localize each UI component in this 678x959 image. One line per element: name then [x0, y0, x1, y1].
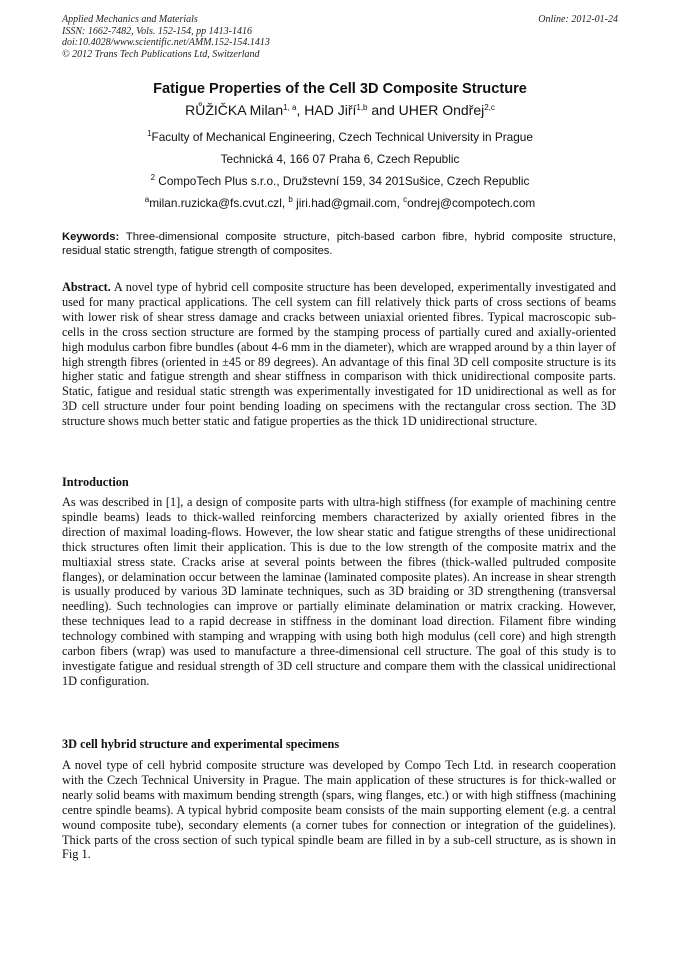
email-line: [62, 196, 618, 210]
abstract-label: Abstract.: [62, 280, 111, 294]
keywords-label: Keywords:: [62, 231, 120, 243]
email-c: ondrej@compotech.com: [407, 196, 536, 210]
author-3: and UHER Ondřej: [367, 102, 485, 118]
affiliation-2: [62, 174, 618, 188]
journal-name: Applied Mechanics and Materials: [62, 14, 198, 25]
affiliation-1-line-2: Technická 4, 166 07 Praha 6, Czech Republic: [220, 152, 460, 166]
affiliation-1-marker: 1: [147, 129, 152, 138]
section-2-heading: 3D cell hybrid structure and experimental specimens: [62, 737, 340, 751]
email-b-marker: b: [288, 195, 293, 204]
affiliation-1-text: Faculty of Mechanical Engineering, Czech Technical University in Prague: [151, 130, 533, 144]
author-2: , HAD Jiří: [296, 102, 357, 118]
email-a: milan.ruzicka@fs.cvut.czl,: [149, 196, 289, 210]
journal-doi: doi:10.4028/www.scientific.net/AMM.152-154.1413: [62, 37, 270, 48]
introduction-heading: Introduction: [62, 475, 129, 489]
keywords: [62, 230, 616, 259]
journal-header: [62, 14, 618, 60]
online-date: Online: 2012-01-24: [538, 14, 618, 25]
affiliation-1-line-1: [62, 130, 618, 144]
paper-title: Fatigue Properties of the Cell 3D Composite Structure: [153, 81, 527, 97]
keywords-text: Three-dimensional composite structure, pitch-based carbon fibre, hybrid composite structure, residual static strength, fatigue strength of composites.: [62, 231, 616, 258]
introduction-text: As was described in [1], a design of composite parts with ultra-high stiffness (for example of machining centre spindle beams) leads to thick-walled reinforcing members characterized by axially oriented fibres in the direction of maximal loading-flows. However, the low shear static and fatigue strengths of these unidirectional thick structures often limit their application. This is due to the low strength of the composite matrix and the multiaxial stress state. Cracks arise at several points between the fibres (thick-walled pultruded composite flanges), or delamination occur between the laminae (laminated composite plates). An increase in shear strength is usually produced by various 3D laminate techniques, such as 3D braiding or 3D strengthening (transversal needling). Such technologies can improve or partially eliminate delamination or matrix cracking. However, these techniques lead to a rapid decrease in stiffness in the dominant load direction. Filament fibre winding technology combined with stamping and wrapping with using both high modulus (cell core) and high strength carbon fibers (wrap) was used to manufacture a three-dimensional cell structure. The goal of this study is to investigate fatigue and residual strength of 3D cell structure and compare them with the classical unidirectional 1D configuration.: [62, 495, 616, 688]
author-2-affil: 1,b: [356, 103, 368, 112]
email-c-marker: c: [403, 195, 408, 204]
author-1-affil: 1, a: [283, 103, 297, 112]
journal-copyright: © 2012 Trans Tech Publications Ltd, Switzerland: [62, 48, 260, 60]
affiliation-2-marker: 2: [150, 173, 156, 182]
author-1: RŮŽIČKA Milan: [185, 102, 284, 118]
abstract-text: A novel type of hybrid cell composite structure has been developed, experimentally investigated and used for many practical applications. The cell system can fill relatively thick parts of cross sections of beams with lower risk of shear stress damage and cracks between uniaxial oriented fibres. Typical macroscopic sub-cells in the cross section structure are formed by the stamping process of partially cured and axially-oriented high modulus carbon fibre bundles (about 4-6 mm in the diameter), which are wrapped around by a thin layer of high strength fibres (oriented in ±45 or 89 degrees). An advantage of this final 3D cell composite structure is its higher static and fatigue strength and shear stiffness in comparison with thick unidirectional composite parts. Static, fatigue and residual static strength was experimentally investigated for 1D unidirectional as well as for 3D cell structure under four point bending loading on specimens with the rectangular cross section. The 3D structure shows much better static and fatigue properties as the thick 1D unidirectional structure.: [62, 280, 616, 429]
affiliation-2-text: CompoTech Plus s.r.o., Družstevní 159, 34 201Sušice, Czech Republic: [155, 174, 530, 188]
email-a-marker: a: [144, 195, 150, 204]
email-b: jiri.had@gmail.com,: [292, 196, 404, 210]
journal-issn: ISSN: 1662-7482, Vols. 152-154, pp 1413-1416: [62, 25, 252, 37]
abstract: [62, 280, 616, 429]
author-3-affil: 2,c: [484, 103, 495, 112]
author-list: [62, 101, 618, 119]
section-2-text: A novel type of cell hybrid composite structure was developed by Compo Tech Ltd. in research cooperation with the Czech Technical University in Prague. The main application of these structures is for thick-walled or nearly solid beams with maximum bending strength (spars, wing flanges, etc.) or with high stiffness (machining centre spindle beams). A typical hybrid composite beam consists of the main supporting element (e.g. a central wound composite tube), secondary elements (a corner tubes for connection or integration of the guidelines). Thick parts of the cross section of such typical spindle beam are filled in by a sub-cell structure, as is shown in Fig 1.: [62, 758, 616, 862]
